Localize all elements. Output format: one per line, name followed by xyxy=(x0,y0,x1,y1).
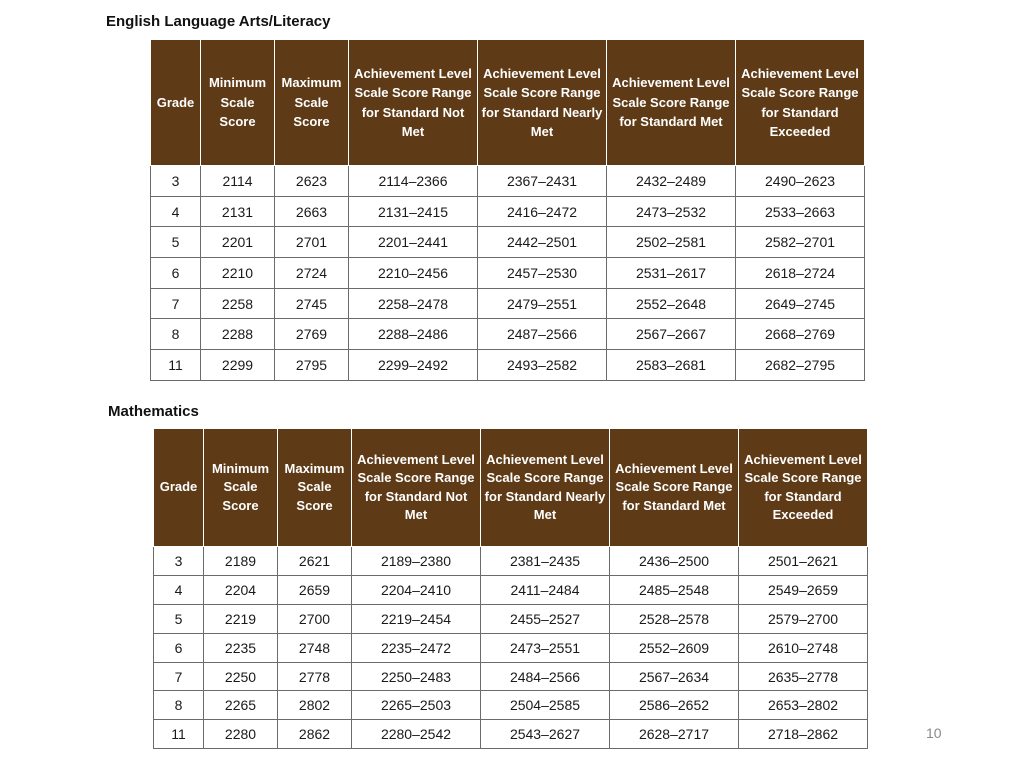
maximum-score-cell: 2778 xyxy=(278,662,352,691)
column-header-standard-not-met: Achievement Level Scale Score Range for Standard Not Met xyxy=(352,429,481,547)
ela-section-title: English Language Arts/Literacy xyxy=(106,13,331,30)
nearly-met-range-cell: 2416–2472 xyxy=(478,196,607,227)
met-range-cell: 2567–2667 xyxy=(607,319,736,350)
met-range-cell: 2436–2500 xyxy=(610,547,739,576)
column-header-standard-exceeded: Achievement Level Scale Score Range for Standard Exceeded xyxy=(739,429,868,547)
minimum-score-cell: 2288 xyxy=(201,319,275,350)
grade-cell: 6 xyxy=(154,633,204,662)
nearly-met-range-cell: 2367–2431 xyxy=(478,166,607,197)
minimum-score-cell: 2201 xyxy=(201,227,275,258)
column-header-standard-nearly-met: Achievement Level Scale Score Range for Standard Nearly Met xyxy=(478,40,607,166)
met-range-cell: 2583–2681 xyxy=(607,350,736,381)
maximum-score-cell: 2700 xyxy=(278,604,352,633)
met-range-cell: 2552–2648 xyxy=(607,288,736,319)
table-row xyxy=(154,720,868,749)
maximum-score-cell: 2745 xyxy=(275,288,349,319)
exceeded-range-cell: 2668–2769 xyxy=(736,319,865,350)
maximum-score-cell: 2663 xyxy=(275,196,349,227)
column-header-minimum-scale-score: Minimum Scale Score xyxy=(201,40,275,166)
grade-cell: 7 xyxy=(154,662,204,691)
column-header-grade: Grade xyxy=(151,40,201,166)
maximum-score-cell: 2795 xyxy=(275,350,349,381)
not-met-range-cell: 2201–2441 xyxy=(349,227,478,258)
met-range-cell: 2485–2548 xyxy=(610,575,739,604)
grade-cell: 3 xyxy=(151,166,201,197)
met-range-cell: 2502–2581 xyxy=(607,227,736,258)
minimum-score-cell: 2210 xyxy=(201,258,275,289)
minimum-score-cell: 2250 xyxy=(204,662,278,691)
column-header-minimum-scale-score: Minimum Scale Score xyxy=(204,429,278,547)
nearly-met-range-cell: 2457–2530 xyxy=(478,258,607,289)
grade-cell: 11 xyxy=(154,720,204,749)
met-range-cell: 2473–2532 xyxy=(607,196,736,227)
table-row xyxy=(154,633,868,662)
column-header-standard-met: Achievement Level Scale Score Range for Standard Met xyxy=(607,40,736,166)
exceeded-range-cell: 2579–2700 xyxy=(739,604,868,633)
exceeded-range-cell: 2649–2745 xyxy=(736,288,865,319)
exceeded-range-cell: 2490–2623 xyxy=(736,166,865,197)
nearly-met-range-cell: 2473–2551 xyxy=(481,633,610,662)
not-met-range-cell: 2204–2410 xyxy=(352,575,481,604)
not-met-range-cell: 2288–2486 xyxy=(349,319,478,350)
minimum-score-cell: 2258 xyxy=(201,288,275,319)
grade-cell: 11 xyxy=(151,350,201,381)
table-row xyxy=(151,319,865,350)
table-row xyxy=(151,350,865,381)
nearly-met-range-cell: 2543–2627 xyxy=(481,720,610,749)
minimum-score-cell: 2265 xyxy=(204,691,278,720)
minimum-score-cell: 2204 xyxy=(204,575,278,604)
table-header-row xyxy=(151,40,865,166)
nearly-met-range-cell: 2487–2566 xyxy=(478,319,607,350)
column-header-standard-met: Achievement Level Scale Score Range for Standard Met xyxy=(610,429,739,547)
not-met-range-cell: 2189–2380 xyxy=(352,547,481,576)
met-range-cell: 2628–2717 xyxy=(610,720,739,749)
maximum-score-cell: 2724 xyxy=(275,258,349,289)
exceeded-range-cell: 2682–2795 xyxy=(736,350,865,381)
grade-cell: 4 xyxy=(154,575,204,604)
column-header-maximum-scale-score: Maximum Scale Score xyxy=(275,40,349,166)
maximum-score-cell: 2769 xyxy=(275,319,349,350)
not-met-range-cell: 2114–2366 xyxy=(349,166,478,197)
exceeded-range-cell: 2549–2659 xyxy=(739,575,868,604)
nearly-met-range-cell: 2455–2527 xyxy=(481,604,610,633)
grade-cell: 5 xyxy=(151,227,201,258)
met-range-cell: 2552–2609 xyxy=(610,633,739,662)
maximum-score-cell: 2802 xyxy=(278,691,352,720)
met-range-cell: 2432–2489 xyxy=(607,166,736,197)
page-number: 10 xyxy=(926,725,942,741)
column-header-standard-not-met: Achievement Level Scale Score Range for Standard Not Met xyxy=(349,40,478,166)
table-header-row xyxy=(154,429,868,547)
not-met-range-cell: 2131–2415 xyxy=(349,196,478,227)
nearly-met-range-cell: 2484–2566 xyxy=(481,662,610,691)
met-range-cell: 2528–2578 xyxy=(610,604,739,633)
grade-cell: 8 xyxy=(154,691,204,720)
table-row xyxy=(154,662,868,691)
minimum-score-cell: 2131 xyxy=(201,196,275,227)
exceeded-range-cell: 2653–2802 xyxy=(739,691,868,720)
minimum-score-cell: 2189 xyxy=(204,547,278,576)
maximum-score-cell: 2701 xyxy=(275,227,349,258)
nearly-met-range-cell: 2493–2582 xyxy=(478,350,607,381)
maximum-score-cell: 2748 xyxy=(278,633,352,662)
maximum-score-cell: 2862 xyxy=(278,720,352,749)
minimum-score-cell: 2114 xyxy=(201,166,275,197)
minimum-score-cell: 2299 xyxy=(201,350,275,381)
not-met-range-cell: 2250–2483 xyxy=(352,662,481,691)
minimum-score-cell: 2219 xyxy=(204,604,278,633)
exceeded-range-cell: 2610–2748 xyxy=(739,633,868,662)
maximum-score-cell: 2621 xyxy=(278,547,352,576)
ela-score-table xyxy=(150,39,865,381)
not-met-range-cell: 2280–2542 xyxy=(352,720,481,749)
nearly-met-range-cell: 2442–2501 xyxy=(478,227,607,258)
not-met-range-cell: 2210–2456 xyxy=(349,258,478,289)
column-header-grade: Grade xyxy=(154,429,204,547)
grade-cell: 3 xyxy=(154,547,204,576)
maximum-score-cell: 2659 xyxy=(278,575,352,604)
table-row xyxy=(154,691,868,720)
not-met-range-cell: 2258–2478 xyxy=(349,288,478,319)
table-row xyxy=(151,166,865,197)
table-row xyxy=(151,196,865,227)
maximum-score-cell: 2623 xyxy=(275,166,349,197)
math-section-title: Mathematics xyxy=(108,403,199,420)
exceeded-range-cell: 2635–2778 xyxy=(739,662,868,691)
column-header-maximum-scale-score: Maximum Scale Score xyxy=(278,429,352,547)
table-row xyxy=(151,227,865,258)
table-row xyxy=(154,547,868,576)
met-range-cell: 2567–2634 xyxy=(610,662,739,691)
nearly-met-range-cell: 2411–2484 xyxy=(481,575,610,604)
minimum-score-cell: 2235 xyxy=(204,633,278,662)
nearly-met-range-cell: 2381–2435 xyxy=(481,547,610,576)
grade-cell: 4 xyxy=(151,196,201,227)
table-row xyxy=(151,288,865,319)
exceeded-range-cell: 2501–2621 xyxy=(739,547,868,576)
column-header-standard-nearly-met: Achievement Level Scale Score Range for Standard Nearly Met xyxy=(481,429,610,547)
not-met-range-cell: 2299–2492 xyxy=(349,350,478,381)
table-row xyxy=(154,604,868,633)
met-range-cell: 2586–2652 xyxy=(610,691,739,720)
exceeded-range-cell: 2618–2724 xyxy=(736,258,865,289)
not-met-range-cell: 2265–2503 xyxy=(352,691,481,720)
grade-cell: 6 xyxy=(151,258,201,289)
not-met-range-cell: 2235–2472 xyxy=(352,633,481,662)
nearly-met-range-cell: 2504–2585 xyxy=(481,691,610,720)
column-header-standard-exceeded: Achievement Level Scale Score Range for Standard Exceeded xyxy=(736,40,865,166)
grade-cell: 7 xyxy=(151,288,201,319)
math-score-table xyxy=(153,428,868,749)
not-met-range-cell: 2219–2454 xyxy=(352,604,481,633)
table-row xyxy=(154,575,868,604)
table-row xyxy=(151,258,865,289)
nearly-met-range-cell: 2479–2551 xyxy=(478,288,607,319)
exceeded-range-cell: 2582–2701 xyxy=(736,227,865,258)
exceeded-range-cell: 2533–2663 xyxy=(736,196,865,227)
minimum-score-cell: 2280 xyxy=(204,720,278,749)
grade-cell: 8 xyxy=(151,319,201,350)
exceeded-range-cell: 2718–2862 xyxy=(739,720,868,749)
grade-cell: 5 xyxy=(154,604,204,633)
met-range-cell: 2531–2617 xyxy=(607,258,736,289)
